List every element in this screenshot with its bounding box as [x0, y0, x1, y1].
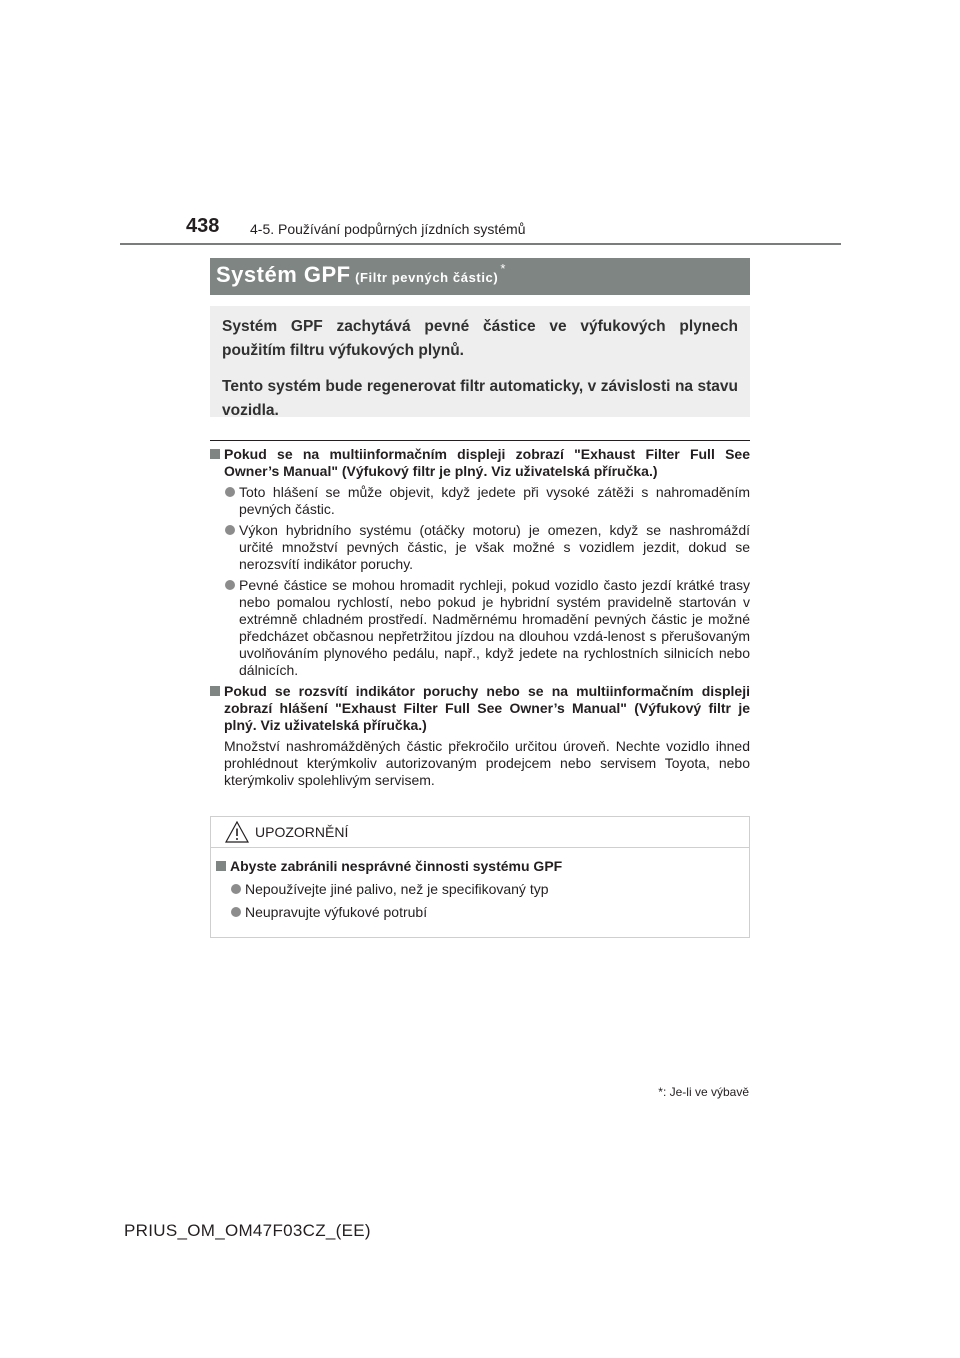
- square-bullet-icon: [216, 861, 226, 871]
- square-bullet-icon: [210, 686, 220, 696]
- footnote-marker: *: [500, 261, 506, 276]
- page-subtitle: (Filtr pevných částic): [355, 270, 499, 285]
- round-bullet-icon: [225, 580, 235, 590]
- round-bullet-icon: [231, 884, 241, 894]
- footnote: *: Je-li ve výbavě: [658, 1085, 749, 1099]
- section-heading: [210, 446, 750, 480]
- section-heading: [210, 683, 750, 734]
- square-bullet-icon: [210, 449, 220, 459]
- warning-heading: [216, 858, 744, 875]
- intro-box: [210, 306, 750, 417]
- page-title-bar: [210, 258, 750, 295]
- list-item-text: Výkon hybridního systému (otáčky motoru) je omezen, když se nashromáždí určité množství pevných částic, je však možné s vozidlem jezdit, dokud se nerozsvítí indikátor poruchy.: [239, 522, 750, 572]
- warning-item-text: Nepoužívejte jiné palivo, než je specifikovaný typ: [245, 881, 549, 897]
- warning-box: [210, 816, 750, 938]
- warning-label: UPOZORNĚNÍ: [255, 824, 349, 840]
- warning-body: [211, 848, 749, 921]
- warning-item-text: Neupravujte výfukové potrubí: [245, 904, 428, 920]
- warning-triangle-icon: [225, 821, 249, 848]
- list-item: [210, 522, 750, 573]
- warning-list-item: [216, 904, 744, 921]
- list-item: [210, 484, 750, 518]
- round-bullet-icon: [225, 525, 235, 535]
- warning-heading-text: Abyste zabránili nesprávné činnosti systému GPF: [230, 858, 563, 874]
- header-divider: [120, 243, 841, 245]
- list-item-text: Toto hlášení se může objevit, když jedete při vysoké zátěži s nahromaděním pevných částic.: [239, 484, 750, 517]
- content: [210, 446, 750, 789]
- section-heading-text: Pokud se rozsvítí indikátor poruchy nebo se na multiinformačním displeji zobrazí hlášení "Exhaust Filter Full See Owner’s Manual" (Výfukový filtr je plný. Viz uživatelská příručka.): [224, 683, 750, 733]
- warning-list-item: [216, 881, 744, 898]
- round-bullet-icon: [231, 907, 241, 917]
- intro-paragraph: Systém GPF zachytává pevné částice ve výfukových plynech použitím filtru výfukových plynů.: [222, 318, 738, 359]
- document-id: PRIUS_OM_OM47F03CZ_(EE): [124, 1221, 371, 1240]
- section-paragraph: Množství nashromážděných částic překročilo určitou úroveň. Nechte vozidlo ihned prohlédnout kterýmkoliv autorizovaným prodejcem nebo servisem Toyota, nebo kterýmkoliv spolehlivým servisem.: [224, 738, 750, 788]
- list-item: [210, 577, 750, 679]
- list-item-text: Pevné částice se mohou hromadit rychleji, pokud vozidlo často jezdí krátké trasy nebo pomalou rychlostí, nebo pokud je hybridní systém pravidelně startován v extrémně chladném prostředí. Nadměrnému hromadění pevných částic je možné předcházet občasnou nepřetržitou jízdou na dlouhou vzdá-lenost s přerušovaným uvolňováním plynového pedálu, např., když jedete na rychlostních silnicích nebo dálnicích.: [239, 577, 750, 678]
- section-header: 4-5. Používání podpůrných jízdních systémů: [250, 221, 526, 237]
- warning-header: [211, 817, 749, 848]
- section-heading-text: Pokud se na multiinformačním displeji zobrazí "Exhaust Filter Full See Owner’s Manual" (Výfukový filtr je plný. Viz uživatelská příručka.): [224, 446, 750, 479]
- page-title: Systém GPF: [216, 262, 351, 287]
- page-number: 438: [186, 215, 220, 237]
- content-divider: [210, 440, 750, 441]
- round-bullet-icon: [225, 487, 235, 497]
- intro-paragraph: Tento systém bude regenerovat filtr automaticky, v závislosti na stavu vozidla.: [222, 378, 738, 419]
